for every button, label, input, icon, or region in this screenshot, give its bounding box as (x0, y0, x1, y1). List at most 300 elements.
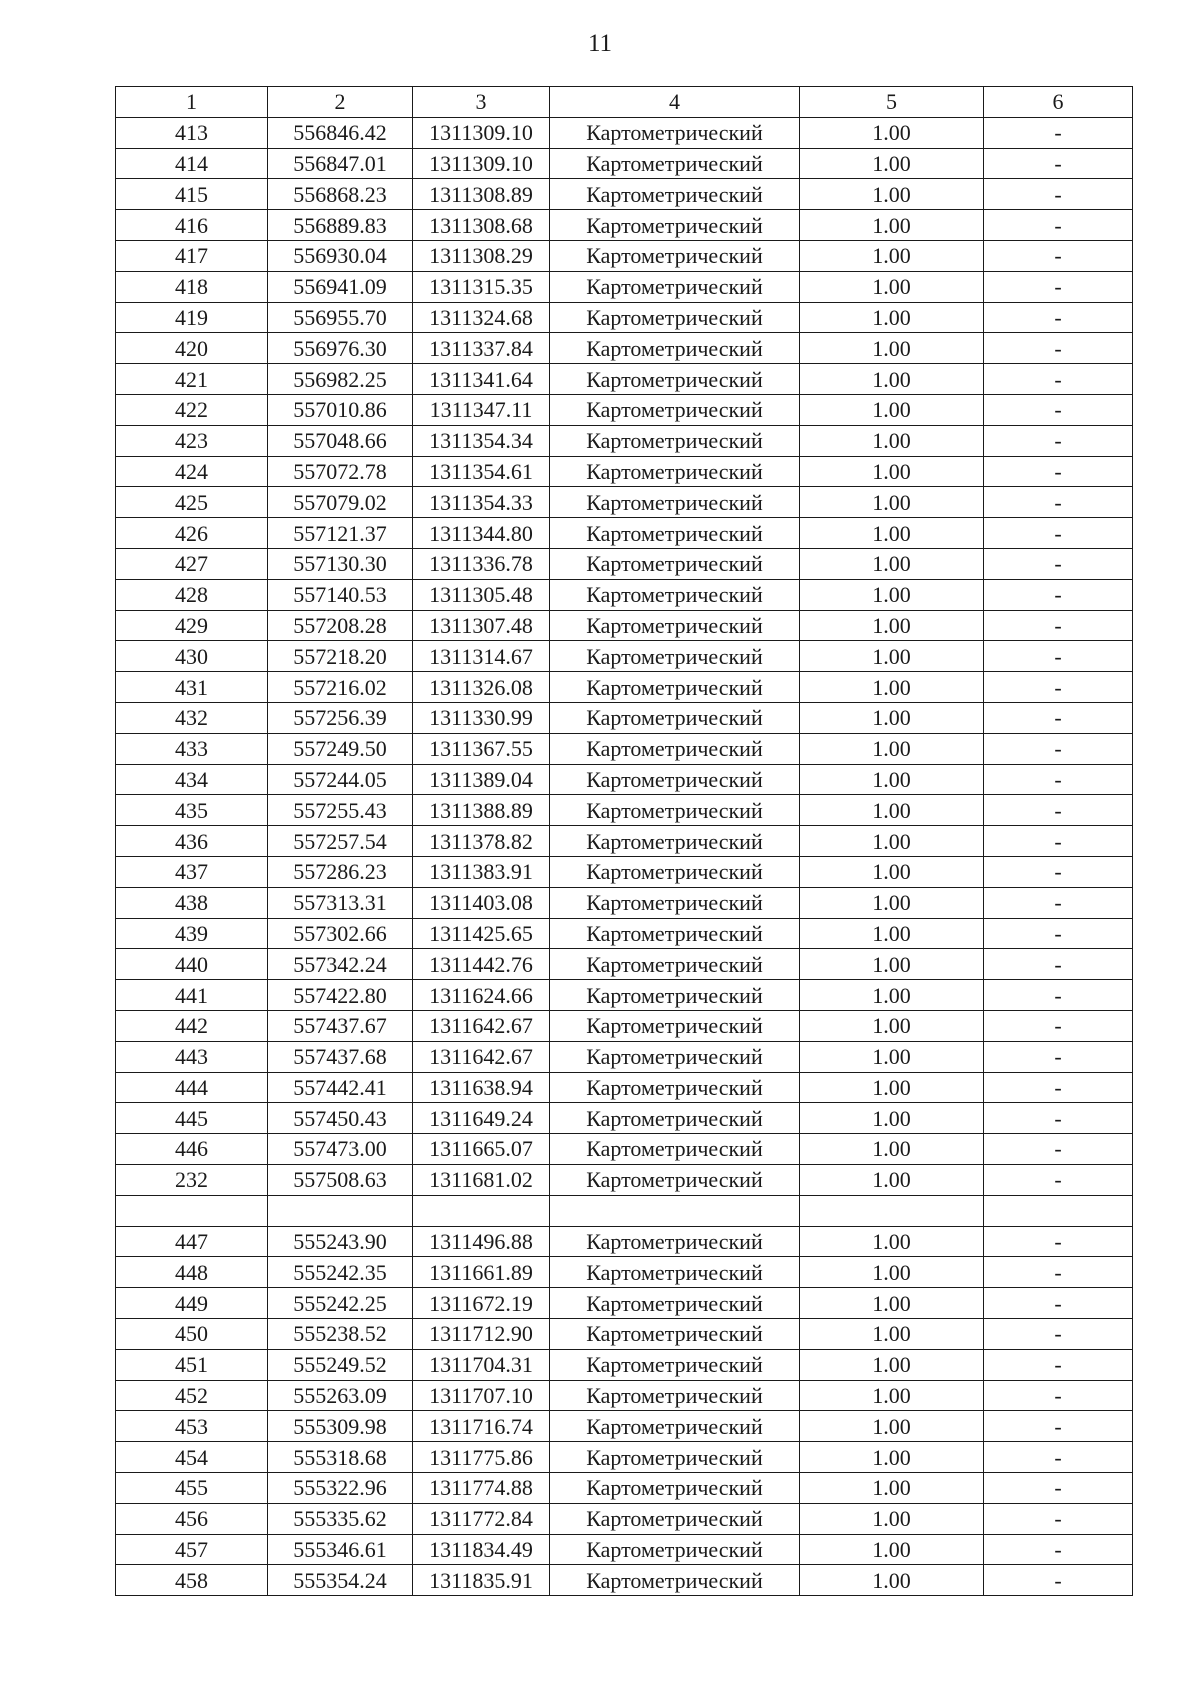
method-cell: Картометрический (550, 364, 800, 395)
y-coordinate-cell: 1311326.08 (413, 672, 550, 703)
description-cell: - (984, 826, 1133, 857)
table-row (116, 548, 1133, 579)
description-cell: - (984, 425, 1133, 456)
point-number-cell: 457 (116, 1534, 268, 1565)
x-coordinate-cell: 557218.20 (268, 641, 413, 672)
point-number-cell: 438 (116, 887, 268, 918)
point-number-cell: 441 (116, 980, 268, 1011)
table-row (116, 333, 1133, 364)
description-cell: - (984, 456, 1133, 487)
method-cell: Картометрический (550, 117, 800, 148)
table-row (116, 1010, 1133, 1041)
x-coordinate-cell: 557302.66 (268, 918, 413, 949)
precision-cell: 1.00 (800, 579, 984, 610)
table-row (116, 918, 1133, 949)
table-row (116, 1380, 1133, 1411)
y-coordinate-cell: 1311336.78 (413, 548, 550, 579)
description-cell: - (984, 1534, 1133, 1565)
method-cell: Картометрический (550, 394, 800, 425)
table-row (116, 579, 1133, 610)
precision-cell: 1.00 (800, 764, 984, 795)
x-coordinate-cell: 556868.23 (268, 179, 413, 210)
x-coordinate-cell: 557249.50 (268, 733, 413, 764)
y-coordinate-cell: 1311707.10 (413, 1380, 550, 1411)
description-cell: - (984, 672, 1133, 703)
description-cell: - (984, 487, 1133, 518)
method-cell: Картометрический (550, 487, 800, 518)
x-coordinate-cell: 556982.25 (268, 364, 413, 395)
point-number-cell: 414 (116, 148, 268, 179)
description-cell: - (984, 210, 1133, 241)
description-cell: - (984, 364, 1133, 395)
y-coordinate-cell: 1311324.68 (413, 302, 550, 333)
x-coordinate-cell (268, 1195, 413, 1226)
point-number-cell: 446 (116, 1134, 268, 1165)
precision-cell: 1.00 (800, 826, 984, 857)
description-cell: - (984, 1041, 1133, 1072)
point-number-cell: 434 (116, 764, 268, 795)
table-row (116, 733, 1133, 764)
method-cell: Картометрический (550, 1565, 800, 1596)
precision-cell: 1.00 (800, 548, 984, 579)
description-cell: - (984, 548, 1133, 579)
description-cell: - (984, 302, 1133, 333)
y-coordinate-cell: 1311712.90 (413, 1319, 550, 1350)
y-coordinate-cell: 1311496.88 (413, 1226, 550, 1257)
precision-cell: 1.00 (800, 1010, 984, 1041)
method-cell: Картометрический (550, 579, 800, 610)
method-cell: Картометрический (550, 1411, 800, 1442)
point-number-cell: 436 (116, 826, 268, 857)
description-cell: - (984, 1503, 1133, 1534)
point-number-cell: 458 (116, 1565, 268, 1596)
y-coordinate-cell: 1311367.55 (413, 733, 550, 764)
precision-cell: 1.00 (800, 1257, 984, 1288)
x-coordinate-cell: 555335.62 (268, 1503, 413, 1534)
method-cell: Картометрический (550, 856, 800, 887)
precision-cell: 1.00 (800, 1503, 984, 1534)
x-coordinate-cell: 555354.24 (268, 1565, 413, 1596)
table-row (116, 795, 1133, 826)
precision-cell: 1.00 (800, 1319, 984, 1350)
x-coordinate-cell: 557072.78 (268, 456, 413, 487)
y-coordinate-cell: 1311330.99 (413, 702, 550, 733)
point-number-cell (116, 1195, 268, 1226)
table-row (116, 1226, 1133, 1257)
y-coordinate-cell: 1311388.89 (413, 795, 550, 826)
x-coordinate-cell: 557140.53 (268, 579, 413, 610)
table-row (116, 456, 1133, 487)
method-cell: Картометрический (550, 210, 800, 241)
description-cell: - (984, 918, 1133, 949)
table-row (116, 117, 1133, 148)
y-coordinate-cell: 1311624.66 (413, 980, 550, 1011)
y-coordinate-cell: 1311642.67 (413, 1010, 550, 1041)
x-coordinate-cell: 555318.68 (268, 1442, 413, 1473)
point-number-cell: 423 (116, 425, 268, 456)
x-coordinate-cell: 555238.52 (268, 1319, 413, 1350)
table-row (116, 1072, 1133, 1103)
y-coordinate-cell: 1311661.89 (413, 1257, 550, 1288)
description-cell: - (984, 733, 1133, 764)
table-row (116, 610, 1133, 641)
table-row (116, 949, 1133, 980)
x-coordinate-cell: 557257.54 (268, 826, 413, 857)
point-number-cell: 429 (116, 610, 268, 641)
precision-cell: 1.00 (800, 240, 984, 271)
point-number-cell: 430 (116, 641, 268, 672)
point-number-cell: 425 (116, 487, 268, 518)
y-coordinate-cell: 1311649.24 (413, 1103, 550, 1134)
x-coordinate-cell: 557208.28 (268, 610, 413, 641)
description-cell: - (984, 394, 1133, 425)
table-row (116, 1411, 1133, 1442)
y-coordinate-cell: 1311774.88 (413, 1473, 550, 1504)
y-coordinate-cell: 1311834.49 (413, 1534, 550, 1565)
description-cell (984, 1195, 1133, 1226)
point-number-cell: 449 (116, 1288, 268, 1319)
point-number-cell: 232 (116, 1164, 268, 1195)
point-number-cell: 454 (116, 1442, 268, 1473)
x-coordinate-cell: 557342.24 (268, 949, 413, 980)
precision-cell: 1.00 (800, 518, 984, 549)
table-header-row (116, 87, 1133, 118)
point-number-cell: 437 (116, 856, 268, 887)
method-cell: Картометрический (550, 980, 800, 1011)
table-row (116, 1257, 1133, 1288)
x-coordinate-cell: 557437.68 (268, 1041, 413, 1072)
method-cell: Картометрический (550, 641, 800, 672)
method-cell (550, 1195, 800, 1226)
method-cell: Картометрический (550, 672, 800, 703)
y-coordinate-cell (413, 1195, 550, 1226)
method-cell: Картометрический (550, 610, 800, 641)
point-number-cell: 450 (116, 1319, 268, 1350)
table-row (116, 210, 1133, 241)
description-cell: - (984, 271, 1133, 302)
x-coordinate-cell: 556889.83 (268, 210, 413, 241)
method-cell: Картометрический (550, 1164, 800, 1195)
method-cell: Картометрический (550, 1288, 800, 1319)
precision-cell: 1.00 (800, 1565, 984, 1596)
precision-cell: 1.00 (800, 1473, 984, 1504)
point-number-cell: 439 (116, 918, 268, 949)
table-row (116, 1565, 1133, 1596)
method-cell: Картометрический (550, 918, 800, 949)
table-body (116, 117, 1133, 1595)
point-number-cell: 442 (116, 1010, 268, 1041)
column-header-5: 5 (800, 87, 984, 118)
table-row (116, 1103, 1133, 1134)
description-cell: - (984, 610, 1133, 641)
table-row (116, 487, 1133, 518)
x-coordinate-cell: 557048.66 (268, 425, 413, 456)
table-row (116, 518, 1133, 549)
y-coordinate-cell: 1311315.35 (413, 271, 550, 302)
precision-cell: 1.00 (800, 425, 984, 456)
point-number-cell: 448 (116, 1257, 268, 1288)
x-coordinate-cell: 555242.35 (268, 1257, 413, 1288)
x-coordinate-cell: 557130.30 (268, 548, 413, 579)
x-coordinate-cell: 557437.67 (268, 1010, 413, 1041)
x-coordinate-cell: 555249.52 (268, 1349, 413, 1380)
description-cell: - (984, 518, 1133, 549)
y-coordinate-cell: 1311403.08 (413, 887, 550, 918)
table-row (116, 887, 1133, 918)
table-row (116, 856, 1133, 887)
description-cell: - (984, 1257, 1133, 1288)
precision-cell: 1.00 (800, 271, 984, 302)
description-cell: - (984, 1319, 1133, 1350)
column-header-6: 6 (984, 87, 1133, 118)
y-coordinate-cell: 1311775.86 (413, 1442, 550, 1473)
precision-cell: 1.00 (800, 179, 984, 210)
x-coordinate-cell: 555322.96 (268, 1473, 413, 1504)
y-coordinate-cell: 1311425.65 (413, 918, 550, 949)
precision-cell: 1.00 (800, 1534, 984, 1565)
y-coordinate-cell: 1311389.04 (413, 764, 550, 795)
x-coordinate-cell: 557422.80 (268, 980, 413, 1011)
precision-cell: 1.00 (800, 641, 984, 672)
y-coordinate-cell: 1311308.89 (413, 179, 550, 210)
point-number-cell: 452 (116, 1380, 268, 1411)
method-cell: Картометрический (550, 1534, 800, 1565)
precision-cell: 1.00 (800, 1442, 984, 1473)
precision-cell: 1.00 (800, 302, 984, 333)
description-cell: - (984, 1164, 1133, 1195)
description-cell: - (984, 1380, 1133, 1411)
precision-cell: 1.00 (800, 887, 984, 918)
table-row (116, 364, 1133, 395)
y-coordinate-cell: 1311354.34 (413, 425, 550, 456)
method-cell: Картометрический (550, 826, 800, 857)
x-coordinate-cell: 556955.70 (268, 302, 413, 333)
table-row (116, 1503, 1133, 1534)
y-coordinate-cell: 1311305.48 (413, 579, 550, 610)
point-number-cell: 445 (116, 1103, 268, 1134)
point-number-cell: 415 (116, 179, 268, 210)
method-cell: Картометрический (550, 1041, 800, 1072)
table-row (116, 394, 1133, 425)
y-coordinate-cell: 1311307.48 (413, 610, 550, 641)
method-cell: Картометрический (550, 425, 800, 456)
method-cell: Картометрический (550, 1226, 800, 1257)
description-cell: - (984, 1288, 1133, 1319)
table-row (116, 1195, 1133, 1226)
precision-cell: 1.00 (800, 394, 984, 425)
precision-cell: 1.00 (800, 487, 984, 518)
column-header-3: 3 (413, 87, 550, 118)
x-coordinate-cell: 556846.42 (268, 117, 413, 148)
method-cell: Картометрический (550, 1319, 800, 1350)
y-coordinate-cell: 1311354.61 (413, 456, 550, 487)
precision-cell: 1.00 (800, 333, 984, 364)
method-cell: Картометрический (550, 333, 800, 364)
table-row (116, 148, 1133, 179)
table-row (116, 425, 1133, 456)
point-number-cell: 426 (116, 518, 268, 549)
table-row (116, 702, 1133, 733)
y-coordinate-cell: 1311344.80 (413, 518, 550, 549)
table-row (116, 672, 1133, 703)
table-row (116, 1319, 1133, 1350)
x-coordinate-cell: 556976.30 (268, 333, 413, 364)
point-number-cell: 444 (116, 1072, 268, 1103)
x-coordinate-cell: 557442.41 (268, 1072, 413, 1103)
point-number-cell: 432 (116, 702, 268, 733)
method-cell: Картометрический (550, 949, 800, 980)
description-cell: - (984, 795, 1133, 826)
coordinates-table (115, 86, 1133, 1596)
point-number-cell: 451 (116, 1349, 268, 1380)
description-cell: - (984, 1072, 1133, 1103)
x-coordinate-cell: 557079.02 (268, 487, 413, 518)
x-coordinate-cell: 557255.43 (268, 795, 413, 826)
method-cell: Картометрический (550, 271, 800, 302)
precision-cell: 1.00 (800, 672, 984, 703)
x-coordinate-cell: 557286.23 (268, 856, 413, 887)
method-cell: Картометрический (550, 1072, 800, 1103)
y-coordinate-cell: 1311341.64 (413, 364, 550, 395)
table-row (116, 1041, 1133, 1072)
column-header-1: 1 (116, 87, 268, 118)
precision-cell: 1.00 (800, 702, 984, 733)
y-coordinate-cell: 1311672.19 (413, 1288, 550, 1319)
y-coordinate-cell: 1311772.84 (413, 1503, 550, 1534)
description-cell: - (984, 1349, 1133, 1380)
description-cell: - (984, 1565, 1133, 1596)
table-row (116, 641, 1133, 672)
point-number-cell: 413 (116, 117, 268, 148)
x-coordinate-cell: 555263.09 (268, 1380, 413, 1411)
y-coordinate-cell: 1311383.91 (413, 856, 550, 887)
precision-cell: 1.00 (800, 1411, 984, 1442)
method-cell: Картометрический (550, 1134, 800, 1165)
method-cell: Картометрический (550, 1103, 800, 1134)
x-coordinate-cell: 556941.09 (268, 271, 413, 302)
table-row (116, 1442, 1133, 1473)
table-row (116, 980, 1133, 1011)
description-cell: - (984, 1442, 1133, 1473)
point-number-cell: 431 (116, 672, 268, 703)
method-cell: Картометрический (550, 302, 800, 333)
table-row (116, 1534, 1133, 1565)
point-number-cell: 427 (116, 548, 268, 579)
precision-cell (800, 1195, 984, 1226)
column-header-4: 4 (550, 87, 800, 118)
x-coordinate-cell: 557313.31 (268, 887, 413, 918)
y-coordinate-cell: 1311308.68 (413, 210, 550, 241)
x-coordinate-cell: 555242.25 (268, 1288, 413, 1319)
point-number-cell: 453 (116, 1411, 268, 1442)
description-cell: - (984, 579, 1133, 610)
point-number-cell: 422 (116, 394, 268, 425)
point-number-cell: 435 (116, 795, 268, 826)
description-cell: - (984, 179, 1133, 210)
method-cell: Картометрический (550, 148, 800, 179)
y-coordinate-cell: 1311337.84 (413, 333, 550, 364)
table-row (116, 826, 1133, 857)
description-cell: - (984, 764, 1133, 795)
y-coordinate-cell: 1311665.07 (413, 1134, 550, 1165)
point-number-cell: 447 (116, 1226, 268, 1257)
y-coordinate-cell: 1311442.76 (413, 949, 550, 980)
precision-cell: 1.00 (800, 980, 984, 1011)
table-row (116, 1288, 1133, 1319)
y-coordinate-cell: 1311704.31 (413, 1349, 550, 1380)
method-cell: Картометрический (550, 764, 800, 795)
x-coordinate-cell: 557473.00 (268, 1134, 413, 1165)
x-coordinate-cell: 557244.05 (268, 764, 413, 795)
point-number-cell: 418 (116, 271, 268, 302)
y-coordinate-cell: 1311378.82 (413, 826, 550, 857)
precision-cell: 1.00 (800, 210, 984, 241)
table-row (116, 1134, 1133, 1165)
precision-cell: 1.00 (800, 1349, 984, 1380)
y-coordinate-cell: 1311308.29 (413, 240, 550, 271)
method-cell: Картометрический (550, 795, 800, 826)
description-cell: - (984, 1103, 1133, 1134)
table-row (116, 240, 1133, 271)
table-row (116, 179, 1133, 210)
point-number-cell: 416 (116, 210, 268, 241)
description-cell: - (984, 887, 1133, 918)
precision-cell: 1.00 (800, 918, 984, 949)
precision-cell: 1.00 (800, 1103, 984, 1134)
x-coordinate-cell: 555346.61 (268, 1534, 413, 1565)
precision-cell: 1.00 (800, 364, 984, 395)
x-coordinate-cell: 557450.43 (268, 1103, 413, 1134)
precision-cell: 1.00 (800, 795, 984, 826)
table-row (116, 1473, 1133, 1504)
description-cell: - (984, 641, 1133, 672)
method-cell: Картометрический (550, 887, 800, 918)
y-coordinate-cell: 1311835.91 (413, 1565, 550, 1596)
method-cell: Картометрический (550, 702, 800, 733)
description-cell: - (984, 1411, 1133, 1442)
method-cell: Картометрический (550, 240, 800, 271)
precision-cell: 1.00 (800, 1041, 984, 1072)
column-header-2: 2 (268, 87, 413, 118)
y-coordinate-cell: 1311314.67 (413, 641, 550, 672)
description-cell: - (984, 333, 1133, 364)
method-cell: Картометрический (550, 1380, 800, 1411)
description-cell: - (984, 949, 1133, 980)
method-cell: Картометрический (550, 548, 800, 579)
method-cell: Картометрический (550, 179, 800, 210)
point-number-cell: 433 (116, 733, 268, 764)
y-coordinate-cell: 1311716.74 (413, 1411, 550, 1442)
precision-cell: 1.00 (800, 1072, 984, 1103)
description-cell: - (984, 980, 1133, 1011)
y-coordinate-cell: 1311681.02 (413, 1164, 550, 1195)
precision-cell: 1.00 (800, 1164, 984, 1195)
point-number-cell: 440 (116, 949, 268, 980)
precision-cell: 1.00 (800, 1380, 984, 1411)
y-coordinate-cell: 1311347.11 (413, 394, 550, 425)
table-row (116, 1349, 1133, 1380)
y-coordinate-cell: 1311354.33 (413, 487, 550, 518)
x-coordinate-cell: 557256.39 (268, 702, 413, 733)
precision-cell: 1.00 (800, 733, 984, 764)
y-coordinate-cell: 1311309.10 (413, 117, 550, 148)
precision-cell: 1.00 (800, 949, 984, 980)
table-row (116, 764, 1133, 795)
point-number-cell: 455 (116, 1473, 268, 1504)
method-cell: Картометрический (550, 1257, 800, 1288)
precision-cell: 1.00 (800, 856, 984, 887)
description-cell: - (984, 117, 1133, 148)
